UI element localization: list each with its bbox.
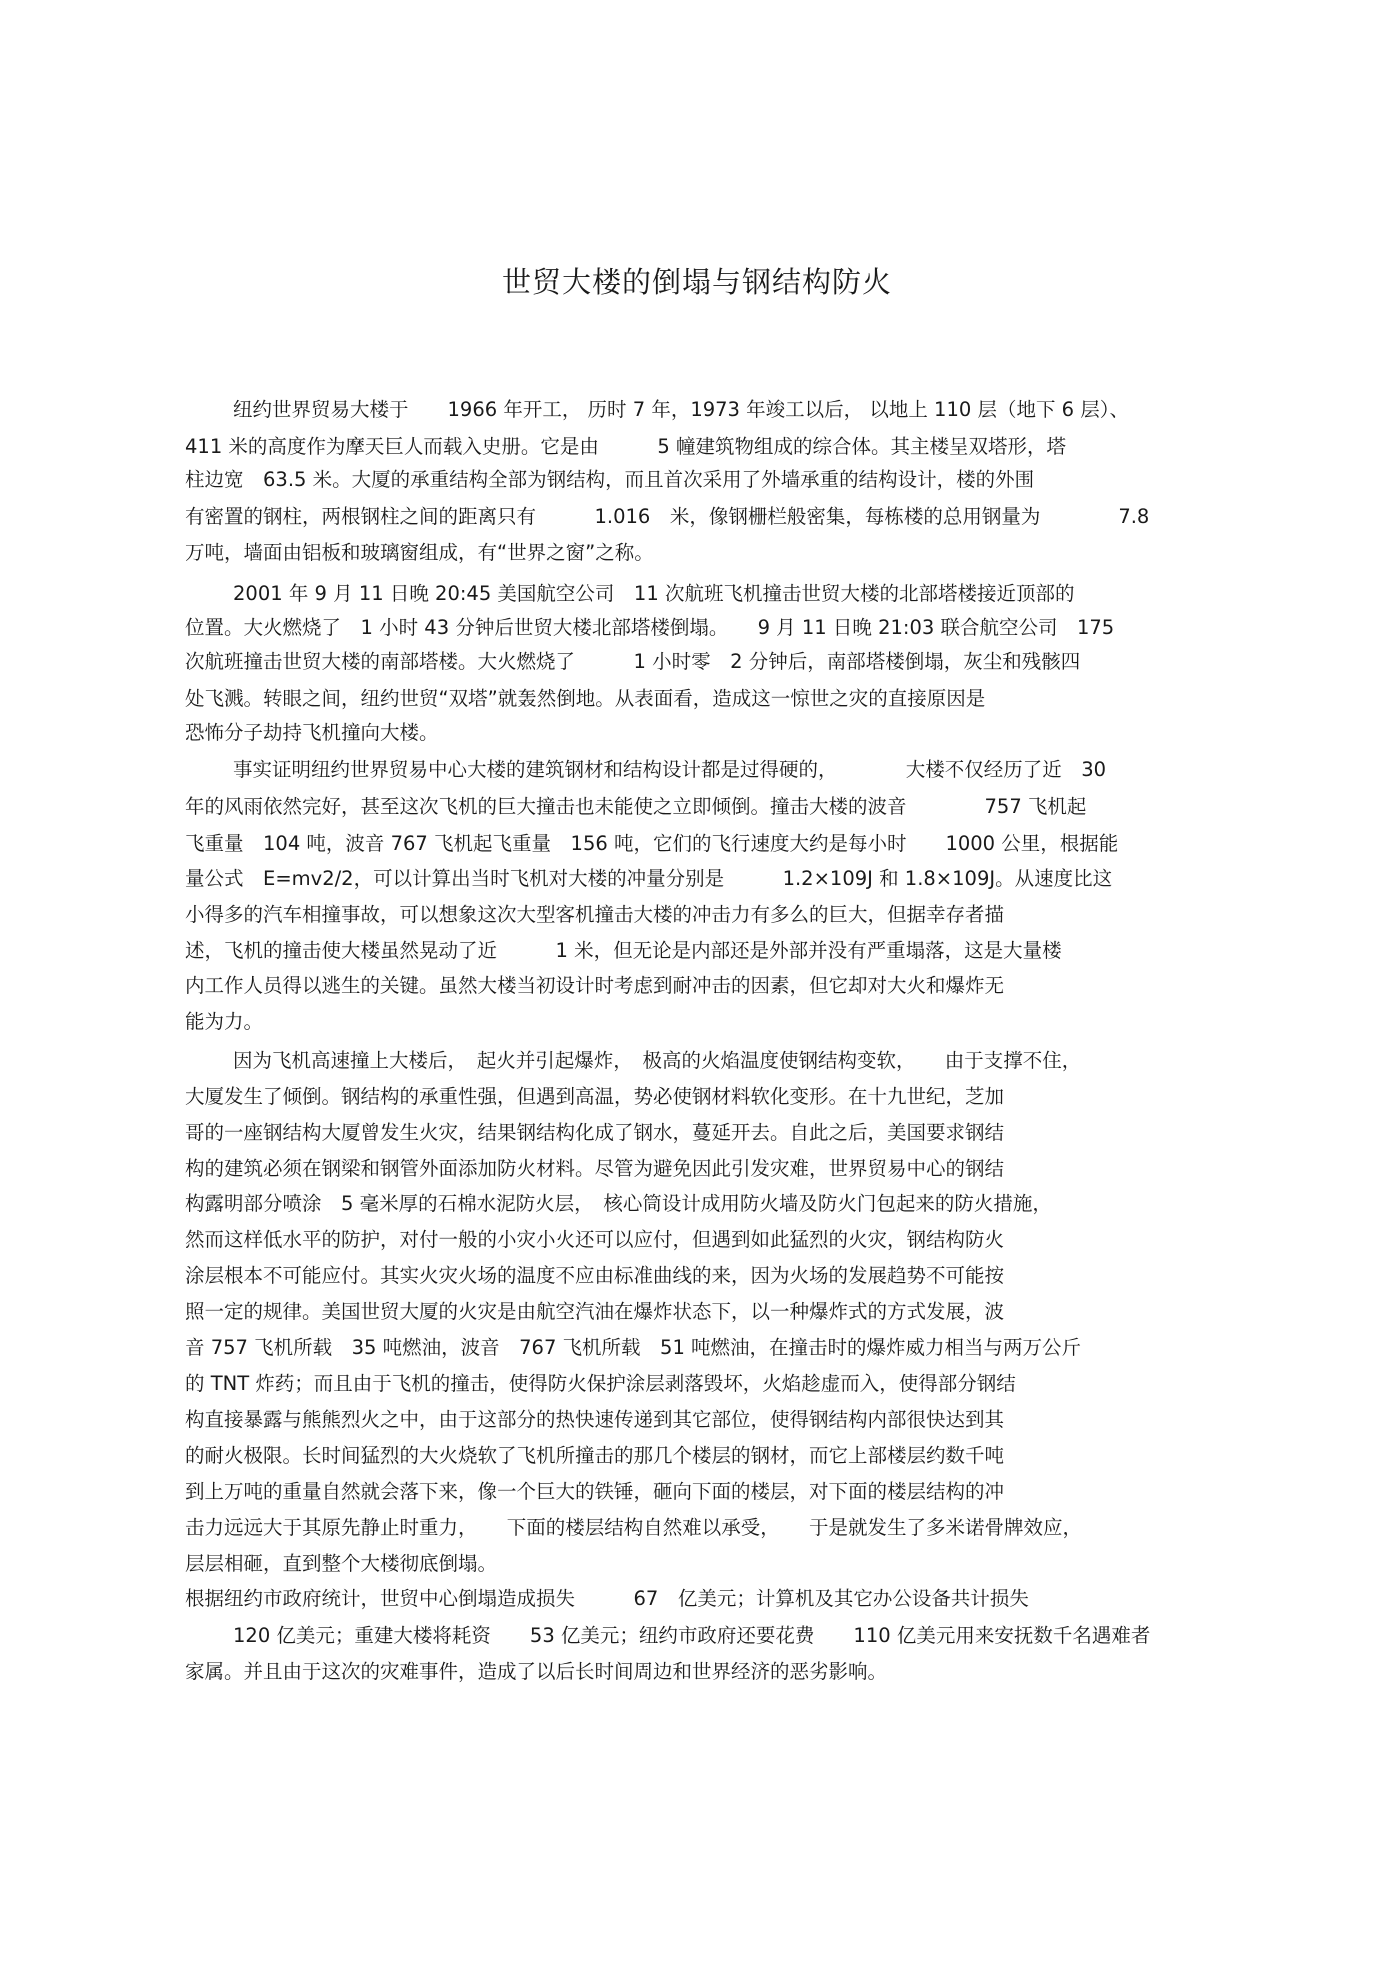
text-line: 构的建筑必须在钢梁和钢管外面添加防火材料。尽管为避免因此引发灾难，世界贸易中心的钢结 (185, 1157, 1005, 1180)
text-line: 家属。并且由于这次的灾难事件，造成了以后长时间周边和世界经济的恶劣影响。 (185, 1660, 888, 1683)
text-line: 纽约世界贸易大楼于 1966 年开工， 历时 7 年，1973 年竣工以后， 以地上 110 层（地下 6 层）、 (233, 398, 1130, 421)
text-line: 万吨，墙面由铝板和玻璃窗组成，有“世界之窗”之称。 (185, 541, 654, 564)
text-line: 述，飞机的撞击使大楼虽然晃动了近 1 米，但无论是内部还是外部并没有严重塌落，这是大量楼 (185, 939, 1062, 962)
text-line: 恐怖分子劫持飞机撞向大楼。 (185, 721, 439, 744)
text-line: 然而这样低水平的防护，对付一般的小灾小火还可以应付，但遇到如此猛烈的火灾，钢结构防火 (185, 1228, 1005, 1251)
document-title: 世贸大楼的倒塌与钢结构防火 (501, 265, 892, 299)
text-line: 构直接暴露与熊熊烈火之中，由于这部分的热快速传递到其它部位，使得钢结构内部很快达到其 (185, 1408, 1005, 1431)
text-line: 事实证明纽约世界贸易中心大楼的建筑钢材和结构设计都是过得硬的， 大楼不仅经历了近 30 (233, 758, 1107, 781)
text-line: 音 757 飞机所载 35 吨燃油，波音 767 飞机所载 51 吨燃油，在撞击时的爆炸威力相当与两万公斤 (185, 1336, 1082, 1359)
text-line: 层层相砸，直到整个大楼彻底倒塌。 (185, 1552, 498, 1575)
text-line: 柱边宽 63.5 米。大厦的承重结构全部为钢结构，而且首次采用了外墙承重的结构设计，楼的外围 (185, 468, 1035, 491)
text-line: 能为力。 (185, 1010, 264, 1033)
text-line: 处飞溅。转眼之间，纽约世贸“双塔”就轰然倒地。从表面看，造成这一惊世之灾的直接原因是 (185, 687, 986, 710)
text-line: 构露明部分喷涂 5 毫米厚的石棉水泥防火层， 核心筒设计成用防火墙及防火门包起来的防火措施， (185, 1192, 1052, 1215)
text-line: 涂层根本不可能应付。其实火灾火场的温度不应由标准曲线的来，因为火场的发展趋势不可能按 (185, 1264, 1005, 1287)
text-line: 哥的一座钢结构大厦曾发生火灾，结果钢结构化成了钢水，蔓延开去。自此之后，美国要求钢结 (185, 1121, 1005, 1144)
text-line: 飞重量 104 吨，波音 767 飞机起飞重量 156 吨，它们的飞行速度大约是每小时 1000 公里，根据能 (185, 832, 1119, 855)
text-line: 根据纽约市政府统计，世贸中心倒塌造成损失 67 亿美元；计算机及其它办公设备共计损失 (185, 1587, 1029, 1610)
text-line: 照一定的规律。美国世贸大厦的火灾是由航空汽油在爆炸状态下，以一种爆炸式的方式发展，波 (185, 1300, 1005, 1323)
text-line: 次航班撞击世贸大楼的南部塔楼。大火燃烧了 1 小时零 2 分钟后，南部塔楼倒塌，灰尘和残骸四 (185, 650, 1081, 673)
text-line: 年的风雨依然完好，甚至这次飞机的巨大撞击也未能使之立即倾倒。撞击大楼的波音 757 飞机起 (185, 795, 1087, 818)
text-line: 击力远远大于其原先静止时重力， 下面的楼层结构自然难以承受， 于是就发生了多米诺骨牌效应， (185, 1516, 1083, 1539)
text-line: 大厦发生了倾倒。钢结构的承重性强，但遇到高温，势必使钢材料软化变形。在十九世纪，芝加 (185, 1085, 1005, 1108)
text-line: 120 亿美元；重建大楼将耗资 53 亿美元；纽约市政府还要花费 110 亿美元用来安抚数千名遇难者 (233, 1624, 1151, 1647)
text-line: 内工作人员得以逃生的关键。虽然大楼当初设计时考虑到耐冲击的因素，但它却对大火和爆炸无 (185, 974, 1005, 997)
text-line: 有密置的钢柱，两根钢柱之间的距离只有 1.016 米，像钢栅栏般密集，每栋楼的总用钢量为 7.8 (185, 505, 1150, 528)
text-line: 的 TNT 炸药；而且由于飞机的撞击，使得防火保护涂层剥落毁坏，火焰趁虚而入，使得部分钢结 (185, 1372, 1016, 1395)
text-line: 量公式 E=mv2/2，可以计算出当时飞机对大楼的冲量分别是 1.2×109J 和 1.8×109J。从速度比这 (185, 867, 1113, 890)
text-line: 小得多的汽车相撞事故，可以想象这次大型客机撞击大楼的冲击力有多么的巨大，但据幸存者描 (185, 903, 1005, 926)
text-line: 411 米的高度作为摩天巨人而载入史册。它是由 5 幢建筑物组成的综合体。其主楼呈双塔形，塔 (185, 435, 1067, 458)
text-line: 位置。大火燃烧了 1 小时 43 分钟后世贸大楼北部塔楼倒塌。 9 月 11 日晚 21:03 联合航空公司 175 (185, 616, 1115, 639)
text-line: 因为飞机高速撞上大楼后， 起火并引起爆炸， 极高的火焰温度使钢结构变软， 由于支撑不住， (233, 1049, 1082, 1072)
text-line: 到上万吨的重量自然就会落下来，像一个巨大的铁锤，砸向下面的楼层，对下面的楼层结构的冲 (185, 1480, 1005, 1503)
text-line: 2001 年 9 月 11 日晚 20:45 美国航空公司 11 次航班飞机撞击世贸大楼的北部塔楼接近顶部的 (233, 582, 1075, 605)
text-line: 的耐火极限。长时间猛烈的大火烧软了飞机所撞击的那几个楼层的钢材，而它上部楼层约数千吨 (185, 1444, 1005, 1467)
